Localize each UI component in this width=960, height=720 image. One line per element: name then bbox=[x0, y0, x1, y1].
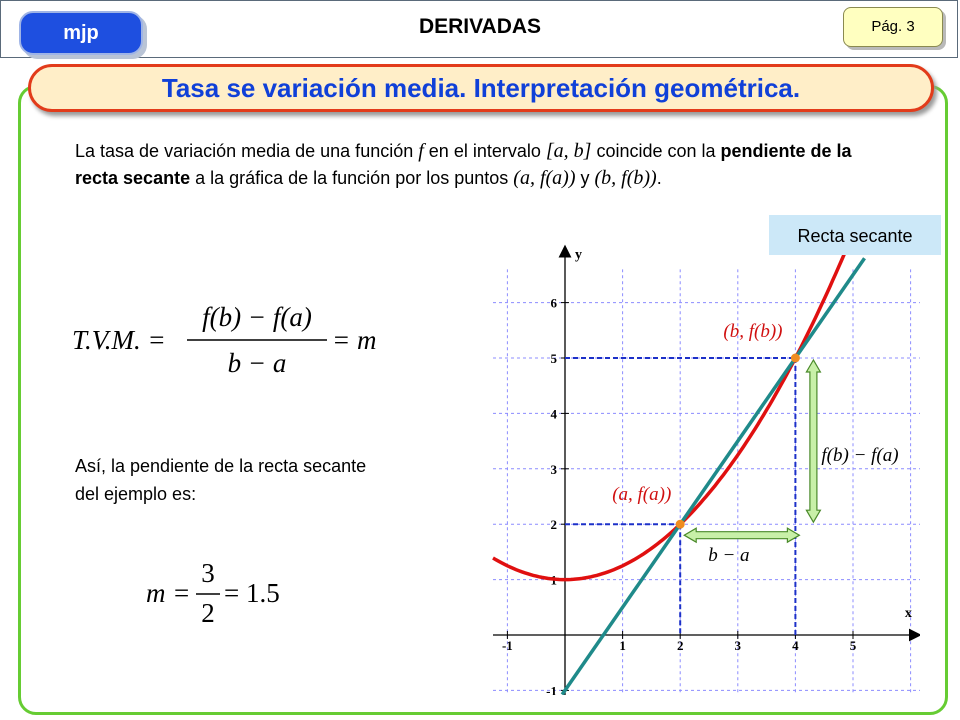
slope-denominator: 2 bbox=[201, 598, 215, 625]
x-tick-label: 5 bbox=[849, 638, 857, 653]
point-a bbox=[676, 520, 685, 529]
y-tick-label: 3 bbox=[550, 461, 557, 477]
slope-rhs: = 1.5 bbox=[224, 578, 280, 608]
x-tick-label: 1 bbox=[619, 638, 626, 653]
intro-function: f bbox=[418, 140, 424, 162]
y-tick-label: 2 bbox=[550, 517, 557, 533]
formula-rhs: = m bbox=[332, 325, 377, 355]
intro-bold: pendiente de la recta secante bbox=[75, 141, 852, 188]
run-label: b − a bbox=[708, 545, 750, 567]
intro-text-1: La tasa de variación media de una función bbox=[75, 141, 419, 161]
x-tick-label: 4 bbox=[792, 638, 799, 653]
run-arrow-shape bbox=[684, 528, 799, 542]
formula-denominator: b − a bbox=[227, 348, 287, 378]
rise-arrow bbox=[806, 360, 820, 522]
slope-equation bbox=[140, 555, 300, 625]
y-tick-label: 5 bbox=[550, 351, 557, 366]
graph-grid bbox=[493, 269, 920, 695]
intro-interval: [a, b] bbox=[545, 140, 592, 162]
intro-paragraph bbox=[75, 138, 875, 192]
secant-graph bbox=[490, 240, 920, 695]
secant-label: Recta secante bbox=[769, 215, 941, 255]
x-tick-label: -1 bbox=[501, 638, 513, 653]
y-tick-label: 1 bbox=[550, 572, 557, 588]
x-tick-label: 3 bbox=[734, 638, 742, 653]
formula-numerator: f(b) − f(a) bbox=[202, 302, 312, 332]
intro-point-a: (a, f(a)) bbox=[513, 167, 576, 189]
slope-lhs: m = bbox=[146, 578, 191, 608]
x-axis-label: x bbox=[904, 606, 912, 621]
rise-label: f(b) − f(a) bbox=[821, 444, 899, 466]
header-bar bbox=[0, 0, 958, 58]
slope-numerator: 3 bbox=[201, 558, 215, 588]
y-tick-label: 4 bbox=[550, 406, 557, 422]
rise-arrow-shape bbox=[806, 360, 820, 522]
intro-text-3: coincide con la bbox=[591, 141, 721, 161]
page-number-badge: Pág. 3 bbox=[843, 7, 943, 47]
point-b bbox=[791, 354, 800, 363]
difference-arrows bbox=[684, 360, 820, 542]
slide-title: Tasa se variación media. Interpretación geométrica. bbox=[28, 64, 934, 112]
secant-line bbox=[562, 258, 864, 694]
header-title: DERIVADAS bbox=[418, 15, 542, 38]
x-tick-label: 2 bbox=[676, 638, 684, 653]
intro-text-2: en el intervalo bbox=[423, 141, 546, 161]
intro-text-6: . bbox=[656, 168, 662, 188]
intro-text-4: a la gráfica de la función por los puntos bbox=[190, 168, 514, 188]
logo-badge: mjp bbox=[19, 11, 143, 55]
intro-point-b: (b, f(b)) bbox=[594, 167, 657, 189]
y-tick-label: 6 bbox=[550, 295, 557, 311]
run-arrow bbox=[684, 528, 799, 542]
function-curve bbox=[493, 240, 850, 579]
intro-text-5: y bbox=[575, 168, 595, 188]
point-a-label: (a, f(a)) bbox=[612, 484, 672, 506]
y-tick-label: -1 bbox=[546, 683, 557, 695]
y-axis-label: y bbox=[575, 247, 582, 263]
slope-text: Así, la pendiente de la recta secante del ejemplo es: bbox=[75, 456, 367, 504]
tvm-formula bbox=[70, 300, 390, 380]
formula-lhs: T.V.M. = bbox=[72, 325, 166, 355]
point-b-label: (b, f(b)) bbox=[723, 321, 783, 342]
